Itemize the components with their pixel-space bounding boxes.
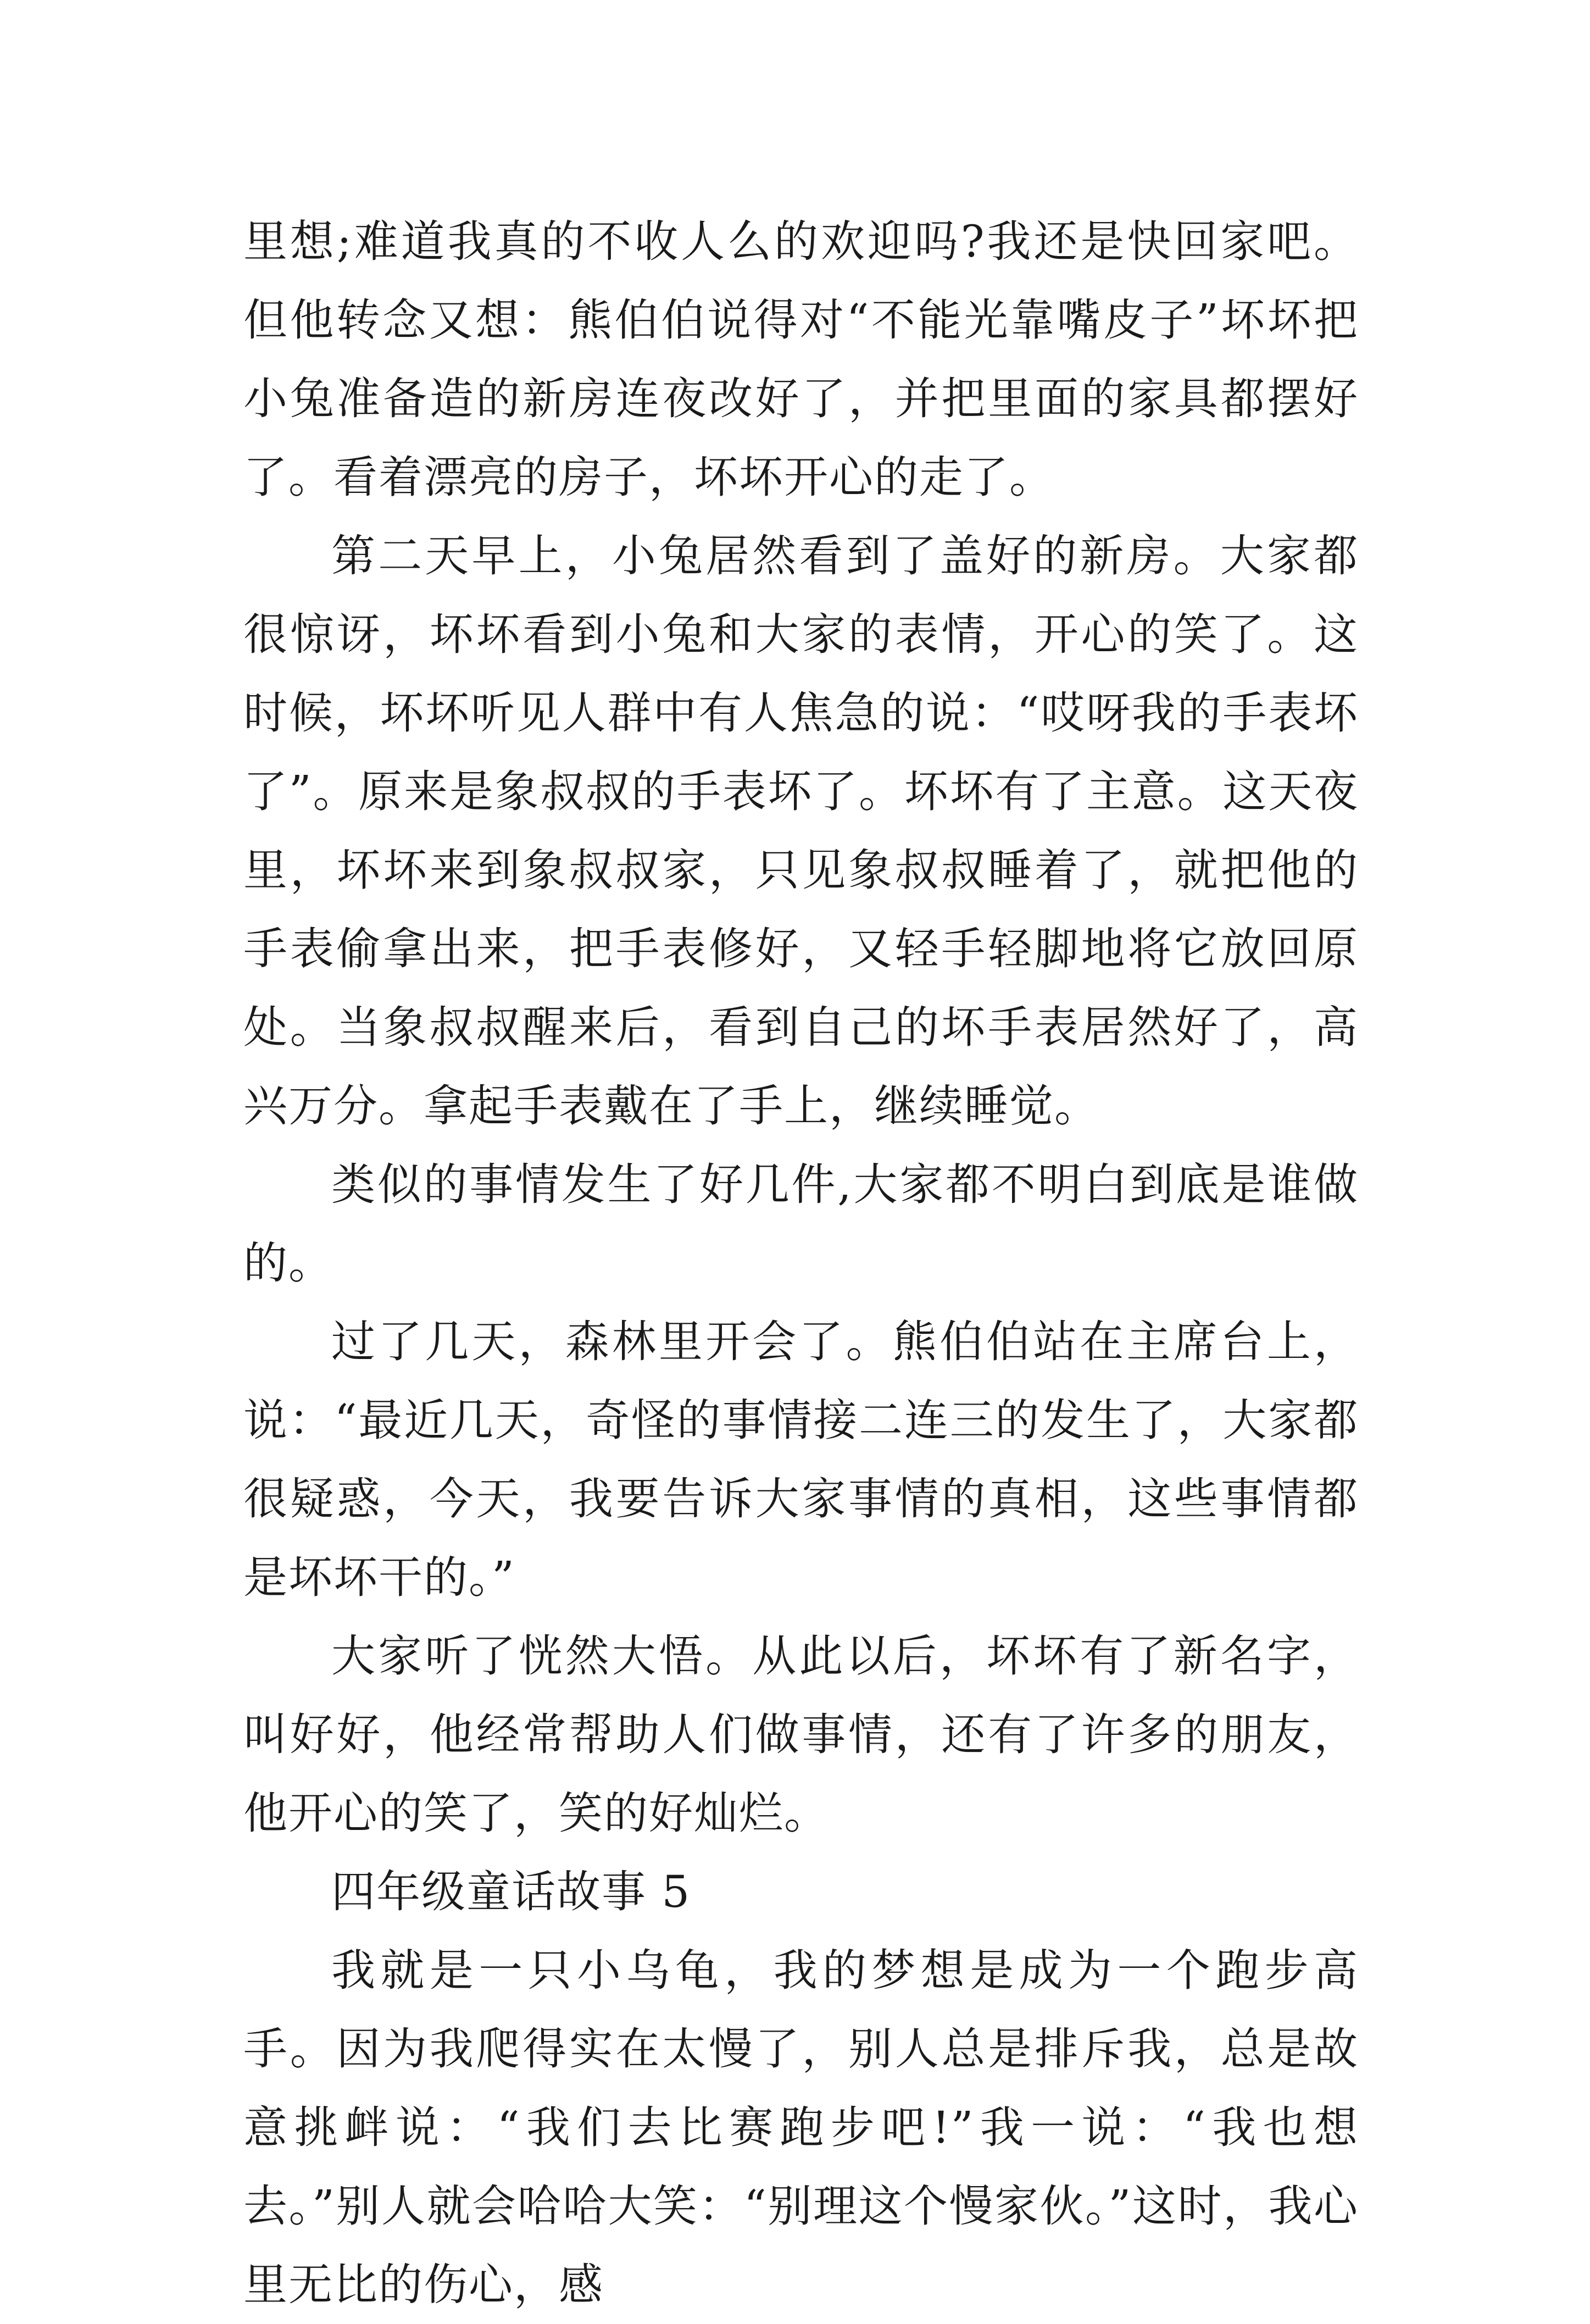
paragraph-2: 第二天早上，小兔居然看到了盖好的新房。大家都很惊讶，坏坏看到小兔和大家的表情，开心的笑了。这时候，坏坏听见人群中有人焦急的说：“哎呀我的手表坏了”。原来是象叔叔的手表坏了。坏坏有了主意。这天夜里，坏坏来到象叔叔家，只见象叔叔睡着了，就把他的手表偷拿出来，把手表修好，又轻手轻脚地将它放回原处。当象叔叔醒来后，看到自己的坏手表居然好了，高兴万分。拿起手表戴在了手上，继续睡觉。 [243,530,1359,1132]
paragraph-3: 类似的事情发生了好几件,大家都不明白到底是谁做的。 [243,1159,1359,1289]
section-heading: 四年级童话故事 5 [331,1866,691,1917]
paragraph-5: 大家听了恍然大悟。从此以后，坏坏有了新名字，叫好好，他经常帮助人们做事情，还有了许多的朋友，他开心的笑了，笑的好灿烂。 [243,1630,1359,1839]
document-body [243,202,1359,2324]
paragraph-4: 过了几天，森林里开会了。熊伯伯站在主席台上，说：“最近几天，奇怪的事情接二连三的发生了，大家都很疑惑，今天，我要告诉大家事情的真相，这些事情都是坏坏干的。” [243,1316,1359,1603]
paragraph-6: 我就是一只小乌龟，我的梦想是成为一个跑步高手。因为我爬得实在太慢了，别人总是排斥我，总是故意挑衅说：“我们去比赛跑步吧!”我一说：“我也想去。”别人就会哈哈大笑：“别理这个慢家伙。”这时，我心里无比的伤心，感 [243,1945,1359,2310]
paragraph-1: 里想;难道我真的不收人么的欢迎吗?我还是快回家吧。但他转念又想：熊伯伯说得对“不能光靠嘴皮子”坏坏把小兔准备造的新房连夜改好了，并把里面的家具都摆好了。看着漂亮的房子，坏坏开心的走了。 [243,216,1359,503]
